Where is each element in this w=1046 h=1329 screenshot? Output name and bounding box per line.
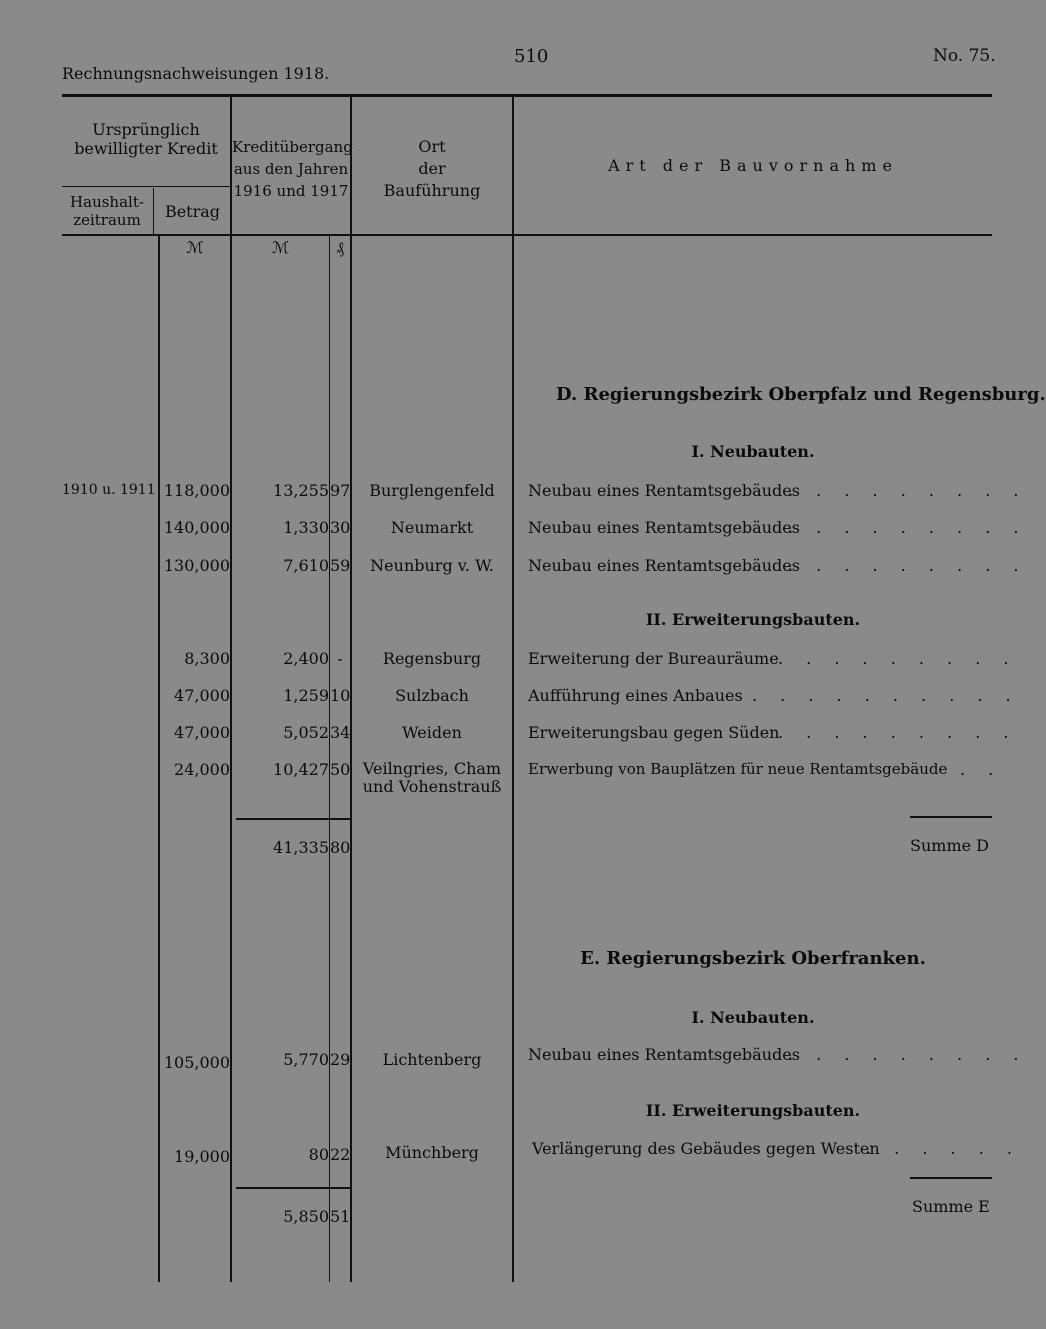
- header-credit-group: Ursprünglich bewilligter Kredit: [74, 120, 218, 158]
- row-mark: 5,770: [283, 1050, 329, 1069]
- sum-d-mark: 41,335: [273, 838, 329, 857]
- row-art: Erweiterungsbau gegen Süden: [528, 723, 780, 742]
- header-bottom-rule: [62, 234, 992, 236]
- row-art: Neubau eines Rentamtsgebäudes: [528, 1045, 800, 1064]
- sum-rule-right: [910, 816, 992, 818]
- leader-dots: . . . . . . . . .: [788, 518, 1028, 537]
- sum-e-pf: 51: [330, 1207, 351, 1226]
- col-divider: [153, 188, 154, 234]
- sum-rule: [236, 1187, 350, 1189]
- row-mark: 1,330: [283, 518, 329, 537]
- leader-dots: . . . . . . . . . .: [752, 686, 1020, 705]
- unit-mark-betrag: ℳ: [186, 238, 204, 257]
- row-mark: 5,052: [283, 723, 329, 742]
- header-haushalt: Haushalt- zeitraum: [70, 193, 144, 229]
- row-ort: Neunburg v. W.: [370, 556, 494, 575]
- section-d-sub-neubauten: I. Neubauten.: [691, 442, 815, 461]
- header-top-rule: [62, 94, 992, 97]
- row-art: Erwerbung von Bauplätzen für neue Rentamtsgebäude: [528, 760, 948, 778]
- sum-e-label: Summe E: [912, 1197, 990, 1216]
- row-pf: 50: [330, 760, 351, 779]
- row-ort: Weiden: [402, 723, 462, 742]
- row-ort: Münchberg: [385, 1143, 479, 1162]
- row-pf: 97: [330, 481, 351, 500]
- unit-mark: ℳ: [271, 238, 290, 257]
- row-betrag: 47,000: [174, 723, 230, 742]
- header-betrag: Betrag: [164, 202, 221, 221]
- row-betrag: 118,000: [163, 481, 230, 500]
- row-art: Neubau eines Rentamtsgebäudes: [528, 556, 800, 575]
- document-number: No. 75.: [933, 46, 996, 66]
- row-ort: Burglengenfeld: [369, 481, 495, 500]
- section-e-title: E. Regierungsbezirk Oberfranken.: [580, 948, 926, 969]
- section-d-title: D. Regierungsbezirk Oberpfalz und Regensburg.: [556, 384, 1046, 405]
- row-ort: Lichtenberg: [382, 1050, 482, 1069]
- leader-dots: . .: [960, 760, 1003, 779]
- col1-split-rule: [62, 186, 230, 187]
- row-ort: Sulzbach: [395, 686, 469, 705]
- row-mark: 2,400: [283, 649, 329, 668]
- row-betrag: 24,000: [174, 760, 230, 779]
- leader-dots: . . . . . . . . .: [788, 1045, 1028, 1064]
- section-e-sub-erweiterung: II. Erweiterungsbauten.: [645, 1101, 861, 1120]
- row-mark: 10,427: [273, 760, 329, 779]
- row-betrag: 47,000: [174, 686, 230, 705]
- sum-rule: [236, 818, 350, 820]
- row-betrag: 8,300: [184, 649, 230, 668]
- row-ort: Regensburg: [382, 649, 482, 668]
- row-ort: Neumarkt: [390, 518, 474, 537]
- row-art: Neubau eines Rentamtsgebäudes: [528, 481, 800, 500]
- row-pf: 34: [330, 723, 351, 742]
- row-art: Aufführung eines Anbaues: [528, 686, 743, 705]
- header-art: Art der Bauvornahme: [608, 156, 898, 175]
- row-mark: 13,255: [273, 481, 329, 500]
- row-art: Erweiterung der Bureauräume: [528, 649, 779, 668]
- header-kredituebergang: Kreditübergang aus den Jahren 1916 und 1917: [232, 138, 353, 200]
- col-divider: [158, 236, 160, 1282]
- leader-dots: . . . . . . . . .: [788, 556, 1028, 575]
- row-betrag: 130,000: [163, 556, 230, 575]
- row-art: Neubau eines Rentamtsgebäudes: [528, 518, 800, 537]
- col-divider-pf: [329, 236, 330, 1282]
- row-ort: Veilngries, Cham und Vohenstrauß: [362, 759, 502, 796]
- row-art: Verlängerung des Gebäudes gegen Westen: [532, 1139, 880, 1158]
- row-zeitraum: 1910 u. 1911: [62, 482, 156, 498]
- sum-e-mark: 5,850: [283, 1207, 329, 1226]
- page-number: 510: [514, 46, 549, 67]
- row-pf: 30: [330, 518, 351, 537]
- leader-dots: . . . . . . . . .: [778, 723, 1018, 742]
- sum-rule-right: [910, 1177, 992, 1179]
- leader-dots: . . . . . . . . .: [778, 649, 1018, 668]
- row-mark: 1,259: [283, 686, 329, 705]
- unit-pfennig: ₰: [336, 238, 344, 257]
- row-betrag: 140,000: [163, 518, 230, 537]
- running-title: Rechnungsnachweisungen 1918.: [62, 64, 330, 83]
- header-ort: Ort der Bauführung: [383, 137, 481, 200]
- row-mark: 7,610: [283, 556, 329, 575]
- section-d-sub-erweiterung: II. Erweiterungsbauten.: [645, 610, 861, 629]
- row-pf: 59: [330, 556, 351, 575]
- row-betrag: 105,000: [163, 1053, 230, 1072]
- row-mark: 80: [308, 1145, 329, 1164]
- row-betrag: 19,000: [174, 1147, 230, 1166]
- row-pf: 29: [330, 1050, 351, 1069]
- row-pf: 22: [330, 1145, 351, 1164]
- sum-d-pf: 80: [330, 838, 351, 857]
- leader-dots: . . . . . . . . .: [788, 481, 1028, 500]
- section-e-sub-neubauten: I. Neubauten.: [691, 1008, 815, 1027]
- row-pf: 10: [330, 686, 351, 705]
- leader-dots: . . . . . .: [866, 1139, 1021, 1158]
- sum-d-label: Summe D: [910, 836, 989, 855]
- row-pf: -: [337, 649, 343, 668]
